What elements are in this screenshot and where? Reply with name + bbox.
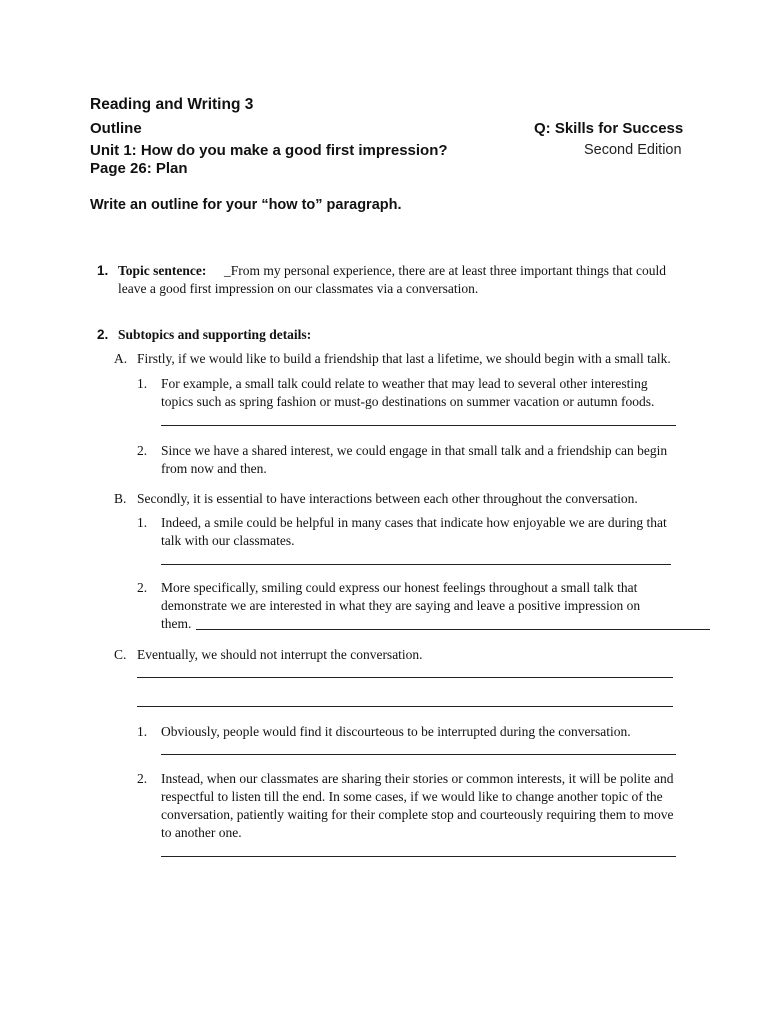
subtopic-b-text: Secondly, it is essential to have interactions between each other throughout the conversation. [137, 491, 638, 506]
subtopic-c-letter: C. [114, 647, 127, 662]
edition-label: Second Edition [584, 142, 682, 158]
topic-line-1: _From my personal experience, there are at least three important things that could [224, 263, 666, 278]
subtopic-a-text: Firstly, if we would like to build a friendship that last a lifetime, we should begin with a small talk. [137, 351, 671, 366]
detail-b1-line-1: Indeed, a smile could be helpful in many cases that indicate how enjoyable we are during that [161, 515, 667, 530]
page-reference: Page 26: Plan [90, 160, 188, 177]
detail-c2-number: 2. [137, 771, 148, 786]
subtopic-b-letter: B. [114, 491, 127, 506]
detail-a2-line-1: Since we have a shared interest, we could engage in that small talk and a friendship can begin [161, 443, 668, 458]
answer-line [161, 754, 676, 755]
detail-a2-number: 2. [137, 443, 148, 458]
detail-c2-line-2: respectful to listen till the end. In some cases, if we would like to change another topic of the [161, 789, 663, 804]
topic-line-2: leave a good first impression on our classmates via a conversation. [118, 281, 479, 296]
detail-b1-number: 1. [137, 515, 148, 530]
detail-a1-line-2: topics such as spring fashion or must-go destinations on summer vacation or autumn foods. [161, 394, 655, 409]
detail-a1-line-1: For example, a small talk could relate to weather that may lead to several other interesting [161, 376, 648, 391]
detail-b2-number: 2. [137, 580, 148, 595]
detail-a2-line-2: from now and then. [161, 461, 267, 476]
answer-line [137, 677, 673, 678]
detail-a1-number: 1. [137, 376, 148, 391]
unit-title: Unit 1: How do you make a good first impression? [90, 142, 448, 159]
subtopic-c-text: Eventually, we should not interrupt the conversation. [137, 647, 423, 662]
detail-b1-line-2: talk with our classmates. [161, 533, 295, 548]
detail-c1-number: 1. [137, 724, 148, 739]
section-title: Outline [90, 120, 142, 137]
answer-line [137, 706, 673, 707]
course-title: Reading and Writing 3 [90, 96, 254, 113]
detail-c2-line-4: to another one. [161, 825, 242, 840]
detail-c2-line-1: Instead, when our classmates are sharing their stories or common interests, it will be polite and [161, 771, 674, 786]
subtopics-label: Subtopics and supporting details: [118, 327, 312, 342]
subtopics-number: 2. [97, 327, 109, 342]
detail-b2-line-3: them. [161, 616, 192, 631]
detail-b2-line-1: More specifically, smiling could express our honest feelings throughout a small talk that [161, 580, 638, 595]
topic-label: Topic sentence: [118, 263, 207, 278]
topic-number: 1. [97, 263, 109, 278]
subtopic-a-letter: A. [114, 351, 128, 366]
answer-line [196, 629, 710, 630]
detail-b2-line-2: demonstrate we are interested in what they are saying and leave a positive impression on [161, 598, 641, 613]
answer-line [161, 425, 676, 426]
book-title: Q: Skills for Success [534, 120, 684, 137]
answer-line [161, 564, 671, 565]
detail-c1-line-1: Obviously, people would find it discourteous to be interrupted during the conversation. [161, 724, 631, 739]
detail-c2-line-3: conversation, patiently waiting for their complete stop and courteously requiring them to move [161, 807, 674, 822]
instruction: Write an outline for your “how to” paragraph. [90, 197, 402, 213]
answer-line [161, 856, 676, 857]
